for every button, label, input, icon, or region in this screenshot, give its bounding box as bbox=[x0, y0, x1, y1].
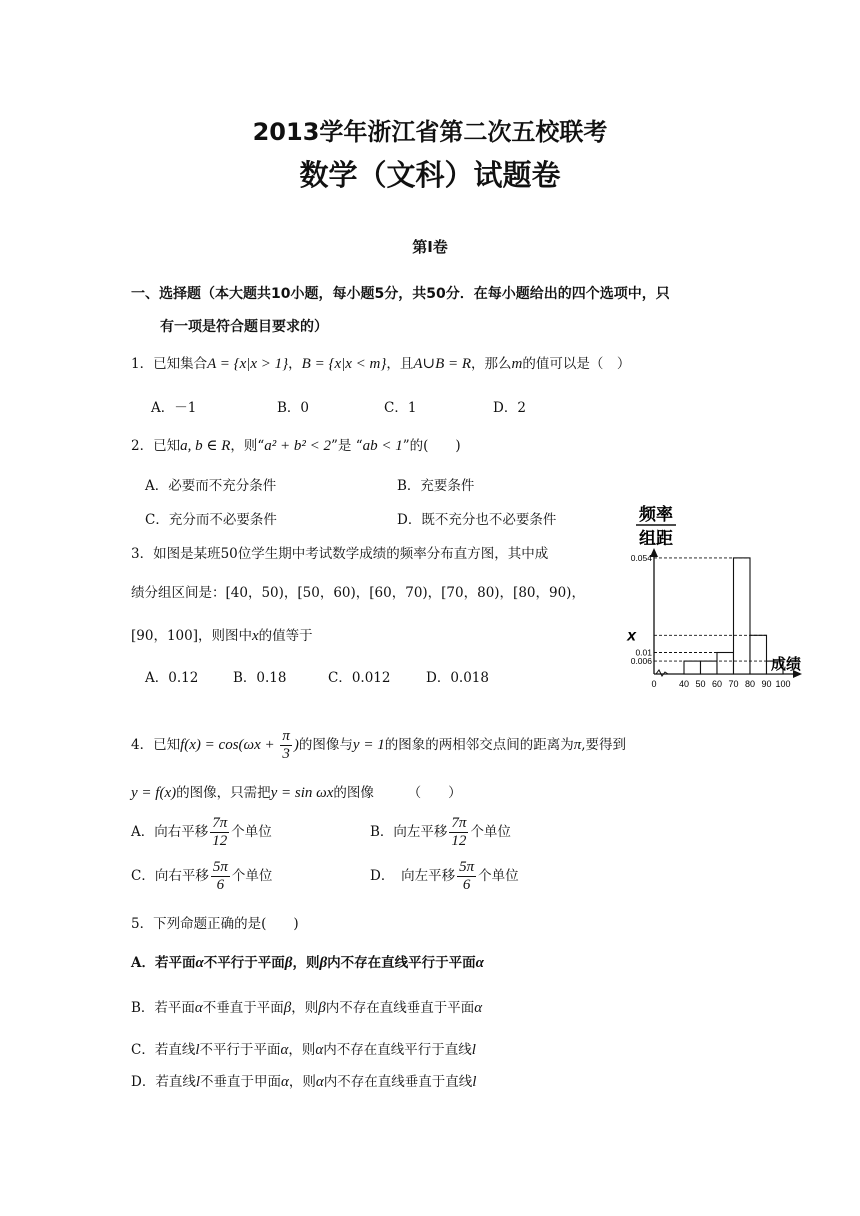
q5-opta-b: 不平行于平面 bbox=[203, 955, 285, 971]
volume-label: 第Ⅰ卷 bbox=[412, 238, 448, 256]
q5-opta-v1: α bbox=[195, 955, 204, 971]
q1-option-a: A．－1 bbox=[151, 400, 197, 416]
q5-optc-b: 不平行于平面 bbox=[199, 1042, 281, 1058]
q4-fraction bbox=[280, 728, 292, 763]
q4-text-c: 的图象的两相邻交点间的距离为 bbox=[384, 737, 574, 753]
q2-text-a: 2．已知 bbox=[131, 438, 181, 454]
ylabel-numerator: 频率 bbox=[639, 505, 673, 524]
q4-opta-frac bbox=[210, 815, 229, 850]
q2-text-c: ”是 “ bbox=[331, 438, 363, 454]
q4-optc-den: 6 bbox=[216, 877, 225, 893]
q5-opta-v3: β bbox=[319, 955, 328, 971]
question-4-stem bbox=[131, 728, 626, 763]
q5-optb-v4: α bbox=[474, 1000, 483, 1016]
q5-optb-c: ，则 bbox=[291, 1000, 319, 1016]
q4-optd-unit: 个单位 bbox=[478, 868, 519, 884]
q4-opta-text: A．向右平移 bbox=[131, 824, 209, 840]
y-tick-label: 0.054 bbox=[630, 552, 652, 563]
q5-optb-v2: β bbox=[283, 1000, 292, 1016]
x-tick-label: 80 bbox=[744, 679, 756, 689]
q5-optd-a: D．若直线 bbox=[131, 1074, 196, 1090]
q2-text-d: ”的( ) bbox=[402, 438, 461, 454]
q4-option-d bbox=[370, 859, 519, 894]
q4-optd-text: D． 向左平移 bbox=[370, 868, 456, 884]
q4-opta-num: 7π bbox=[212, 815, 228, 831]
q4-frac-num: π bbox=[282, 728, 290, 744]
q5-opta-a: A．若平面 bbox=[131, 955, 196, 971]
q5-optc-v1: l bbox=[195, 1042, 200, 1058]
q5-option-a bbox=[131, 951, 484, 972]
q5-optc-v2: α bbox=[280, 1042, 289, 1058]
q4-optc-frac bbox=[211, 859, 230, 894]
q2-option-d: D．既不充分也不必要条件 bbox=[397, 512, 557, 528]
question-5-stem: 5．下列命题正确的是( ) bbox=[131, 916, 299, 932]
q1-option-c: C．1 bbox=[384, 400, 417, 416]
q4-line2-d: 的图像 （ ） bbox=[333, 785, 462, 801]
q5-optd-c: ，则 bbox=[288, 1074, 316, 1090]
q3-option-c: C．0.012 bbox=[328, 670, 391, 686]
q4-optc-text: C．向右平移 bbox=[131, 868, 209, 884]
q3-option-a: A．0.12 bbox=[145, 670, 199, 686]
q4-text-b: 的图像与 bbox=[298, 737, 353, 753]
question-1-stem bbox=[131, 352, 630, 373]
q4-frac-den: 3 bbox=[282, 746, 290, 762]
q4-option-b bbox=[370, 815, 511, 850]
q5-optb-v3: β bbox=[318, 1000, 326, 1016]
q2-option-b: B．充要条件 bbox=[397, 478, 475, 494]
q3-option-b: B．0.18 bbox=[233, 670, 287, 686]
y-tick-label: 0.006 bbox=[630, 656, 652, 667]
q4-optb-frac bbox=[449, 815, 468, 850]
q2-cond1: a² + b² < 2 bbox=[264, 438, 332, 454]
q5-optb-b: 不垂直于平面 bbox=[202, 1000, 284, 1016]
q5-opta-c: ，则 bbox=[292, 955, 320, 971]
q1-text-c: ，且 bbox=[386, 356, 414, 372]
q4-line2-b: 的图像，只需把 bbox=[176, 785, 271, 801]
x-tick-label: 40 bbox=[678, 679, 690, 689]
q4-pi: π bbox=[573, 737, 582, 753]
q2-option-a: A．必要而不充分条件 bbox=[145, 478, 277, 494]
q4-optd-den: 6 bbox=[462, 877, 471, 893]
q4-option-a bbox=[131, 815, 272, 850]
q4-text-d: ,要得到 bbox=[581, 737, 627, 753]
q4-optb-text: B．向左平移 bbox=[370, 824, 448, 840]
q5-optd-v3: α bbox=[315, 1074, 324, 1090]
q1-set-a: A = {x|x > 1} bbox=[207, 356, 289, 372]
q5-option-c bbox=[131, 1038, 476, 1059]
q3-option-d: D．0.018 bbox=[426, 670, 489, 686]
q5-optc-v3: α bbox=[315, 1042, 324, 1058]
q5-optc-a: C．若直线 bbox=[131, 1042, 196, 1058]
q3-var-x: x bbox=[251, 628, 259, 644]
q5-opta-v4: α bbox=[475, 955, 484, 971]
histogram-bar bbox=[717, 653, 734, 675]
q4-optd-num: 5π bbox=[459, 859, 475, 875]
histogram-bar bbox=[750, 635, 767, 674]
q4-optb-unit: 个单位 bbox=[470, 824, 511, 840]
q3-line-2: 绩分组区间是：[40，50)，[50，60)，[60，70)，[70，80)，[80，90)， bbox=[131, 585, 585, 601]
x-axis-label: 成绩 bbox=[770, 656, 802, 673]
x-tick-label: 100 bbox=[775, 679, 791, 689]
section-heading-line2: 有一项是符合题目要求的） bbox=[160, 319, 328, 335]
q4-option-c bbox=[131, 859, 272, 894]
q4-optc-num: 5π bbox=[212, 859, 228, 875]
q4-optc-unit: 个单位 bbox=[231, 868, 273, 884]
q3-line-3 bbox=[131, 624, 313, 645]
q1-var-m: m bbox=[511, 356, 523, 372]
x-tick-label: 70 bbox=[728, 679, 739, 689]
q4-opta-den: 12 bbox=[212, 833, 228, 849]
q1-option-d: D．2 bbox=[493, 400, 526, 416]
q4-func: f(x) = cos(ωx + bbox=[180, 737, 279, 753]
q5-optd-d: 内不存在直线垂直于直线 bbox=[323, 1074, 473, 1090]
q4-opta-unit: 个单位 bbox=[231, 824, 272, 840]
q1-text-a: 1．已知集合 bbox=[131, 356, 208, 372]
q1-option-b: B．0 bbox=[277, 400, 310, 416]
ylabel-denominator: 组距 bbox=[639, 529, 673, 548]
question-2-stem bbox=[131, 434, 461, 455]
q3-line3-a: [90，100]，则图中 bbox=[131, 628, 252, 644]
x-tick-label: 90 bbox=[761, 679, 772, 689]
x-tick-label: 0 bbox=[651, 679, 657, 689]
q3-line-1: 3．如图是某班50位学生期中考试数学成绩的频率分布直方图，其中成 bbox=[131, 546, 549, 562]
q5-optc-v4: l bbox=[471, 1042, 476, 1058]
q5-option-d bbox=[131, 1070, 476, 1091]
q1-text-d: ，那么 bbox=[471, 356, 512, 372]
q5-optb-a: B．若平面 bbox=[131, 1000, 195, 1016]
section-heading-line1: 一、选择题（本大题共10小题，每小题5分，共50分．在每小题给出的四个选项中，只 bbox=[131, 286, 670, 302]
q2-option-c: C．充分而不必要条件 bbox=[145, 512, 277, 528]
q4-optb-num: 7π bbox=[451, 815, 467, 831]
q1-text-e: 的值可以是（ ） bbox=[522, 356, 631, 372]
q4-text-a: 4．已知 bbox=[131, 737, 181, 753]
q1-text-b: ， bbox=[288, 356, 302, 372]
q1-union: A∪B = R bbox=[413, 356, 472, 372]
q5-opta-d: 内不存在直线平行于平面 bbox=[327, 955, 476, 971]
q1-set-b: B = {x|x < m} bbox=[301, 356, 387, 372]
histogram-bar bbox=[684, 661, 701, 674]
q5-opta-v2: β bbox=[284, 955, 293, 971]
q4-sin: y = sin ωx bbox=[270, 785, 334, 801]
q4-optd-frac bbox=[457, 859, 476, 894]
q4-yfx: y = f(x) bbox=[131, 785, 177, 801]
histogram-bar bbox=[701, 661, 718, 674]
q5-option-b bbox=[131, 996, 482, 1017]
q5-optd-b: 不垂直于甲面 bbox=[200, 1074, 281, 1090]
q4-y1: y = 1 bbox=[352, 737, 385, 753]
q2-var: a, b ∈ R bbox=[180, 438, 231, 454]
x-tick-label: 50 bbox=[695, 679, 706, 689]
q5-optd-v1: l bbox=[195, 1074, 200, 1090]
q5-optb-d: 内不存在直线垂直于平面 bbox=[325, 1000, 475, 1016]
exam-title: 2013学年浙江省第二次五校联考 bbox=[252, 118, 608, 146]
axis-break bbox=[656, 670, 668, 676]
histogram-bar bbox=[734, 558, 751, 674]
y-tick-label: x bbox=[627, 627, 636, 645]
q3-line3-b: 的值等于 bbox=[258, 628, 313, 644]
q5-optd-v4: l bbox=[472, 1074, 477, 1090]
exam-subtitle: 数学（文科）试题卷 bbox=[299, 158, 561, 192]
q5-optc-d: 内不存在直线平行于直线 bbox=[323, 1042, 472, 1058]
q5-optb-v1: α bbox=[194, 1000, 203, 1016]
q2-cond2: ab < 1 bbox=[362, 438, 403, 454]
frequency-histogram bbox=[612, 500, 812, 695]
q4-line-2 bbox=[131, 781, 462, 802]
q4-optb-den: 12 bbox=[451, 833, 467, 849]
q5-optd-v2: α bbox=[281, 1074, 289, 1090]
q2-text-b: ，则“ bbox=[230, 438, 265, 454]
y-tick-label: 0.01 bbox=[635, 647, 652, 658]
q5-optc-c: ，则 bbox=[288, 1042, 316, 1058]
x-tick-label: 60 bbox=[711, 679, 723, 689]
q4-func-end: ) bbox=[293, 737, 299, 753]
